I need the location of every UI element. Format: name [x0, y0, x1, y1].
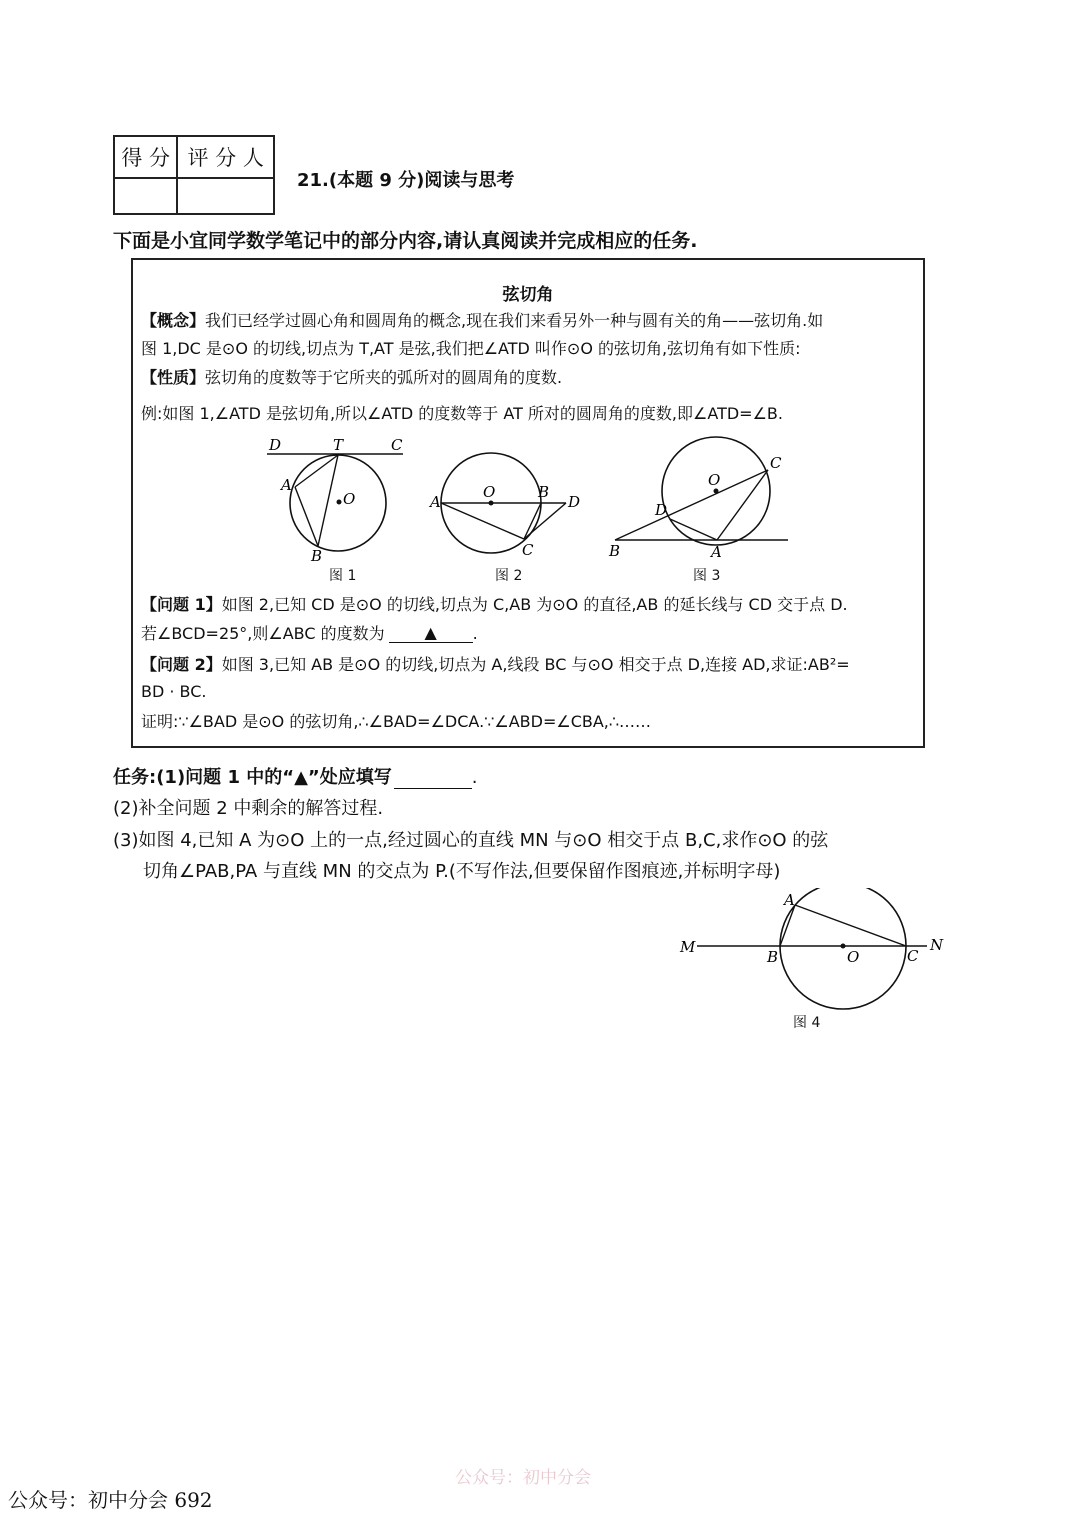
task-1-text: 任务:(1)问题 1 中的“▲”处应填写: [113, 767, 392, 788]
fig1-label-c: C: [391, 436, 403, 454]
fig1-label-b: B: [311, 547, 323, 565]
problem2-line-2: BD · BC.: [141, 682, 207, 701]
fig1-label-d: D: [269, 436, 282, 454]
problem1-text-1: 如图 2,已知 CD 是⊙O 的切线,切点为 C,AB 为⊙O 的直径,AB 的延长线与 CD 交于点 D.: [221, 595, 848, 614]
task-2: (2)补全问题 2 中剩余的解答过程.: [113, 798, 384, 819]
proof-line: 证明:∵∠BAD 是⊙O 的弦切角,∴∠BAD=∠DCA.∵∠ABD=∠CBA,∴……: [141, 712, 652, 731]
concept-tag: 【概念】: [141, 311, 206, 330]
score-cell[interactable]: [114, 178, 177, 214]
note-title: 弦切角: [502, 285, 554, 305]
fig3-label-b: B: [609, 542, 621, 560]
fig4-label-b: B: [767, 948, 779, 966]
example-line: 例:如图 1,∠ATD 是弦切角,所以∠ATD 的度数等于 AT 所对的圆周角的度数,即∠ATD=∠B.: [141, 404, 783, 423]
fig4-label-c: C: [907, 947, 919, 965]
problem1-text-2: 若∠BCD=25°,则∠ABC 的度数为: [141, 624, 385, 643]
intro-text: 下面是小宜同学数学笔记中的部分内容,请认真阅读并完成相应的任务.: [113, 230, 698, 252]
figure-4: [675, 888, 955, 1013]
fig3-label-d: D: [655, 501, 668, 519]
task-1-blank[interactable]: [394, 768, 472, 789]
fig3-caption: 图 3: [693, 568, 721, 584]
fig2-label-b: B: [538, 483, 550, 501]
concept-line-2: 图 1,DC 是⊙O 的切线,切点为 T,AT 是弦,我们把∠ATD 叫作⊙O 的弦切角,弦切角有如下性质:: [141, 339, 801, 358]
fig1-label-a: A: [281, 476, 292, 494]
problem2-text-1: 如图 3,已知 AB 是⊙O 的切线,切点为 A,线段 BC 与⊙O 相交于点 D,连接 AD,求证:AB²=: [221, 655, 850, 674]
grader-header: 评 分 人: [177, 136, 274, 178]
fig1-caption: 图 1: [329, 568, 357, 584]
score-header: 得 分: [114, 136, 177, 178]
task-3-line-1: (3)如图 4,已知 A 为⊙O 上的一点,经过圆心的直线 MN 与⊙O 相交于点 B,C,求作⊙O 的弦: [113, 830, 829, 851]
fig4-label-o: O: [847, 948, 860, 966]
footer-text: 公众号：初中分会 692: [8, 1488, 213, 1512]
property-text: 弦切角的度数等于它所夹的弧所对的圆周角的度数.: [205, 368, 563, 387]
fig3-label-o: O: [708, 471, 721, 489]
task-3-line-2: 切角∠PAB,PA 与直线 MN 的交点为 P.(不写作法,但要保留作图痕迹,并标明字母): [143, 861, 781, 882]
fig2-label-c: C: [522, 541, 534, 559]
problem1-blank[interactable]: ▲: [389, 624, 473, 643]
fig2-caption: 图 2: [495, 568, 523, 584]
fig1-label-t: T: [333, 436, 344, 454]
note-box: [131, 258, 925, 748]
problem2-line-1: [141, 656, 850, 674]
problem2-tag: 【问题 2】: [141, 655, 222, 674]
fig4-caption: 图 4: [793, 1015, 821, 1031]
fig1-label-o: O: [343, 490, 356, 508]
problem1-line-1: [141, 596, 848, 614]
task-1: 任务:(1)问题 1 中的“▲”处应填写 .: [113, 767, 478, 788]
watermark: 公众号：初中分会: [455, 1468, 591, 1488]
concept-line-1: [141, 312, 823, 330]
fig3-label-a: A: [711, 543, 722, 561]
fig2-label-a: A: [430, 493, 441, 511]
property-line: [141, 369, 562, 387]
fig2-label-o: O: [483, 483, 496, 501]
grader-cell[interactable]: [177, 178, 274, 214]
problem1-line-2: 若∠BCD=25°,则∠ABC 的度数为 ▲ .: [141, 623, 478, 643]
figure-3: [603, 435, 803, 565]
figure-1: [253, 435, 413, 575]
property-tag: 【性质】: [141, 368, 206, 387]
concept-text-1: 我们已经学过圆心角和圆周角的概念,现在我们来看另外一种与圆有关的角——弦切角.如: [205, 311, 824, 330]
fig4-label-m: M: [680, 938, 696, 956]
problem1-tag: 【问题 1】: [141, 595, 222, 614]
score-table: [113, 135, 275, 215]
fig4-label-a: A: [784, 891, 795, 909]
question-title: 21.(本题 9 分)阅读与思考: [297, 170, 515, 191]
fig2-label-d: D: [568, 493, 581, 511]
figure-2: [428, 445, 598, 565]
fig4-label-n: N: [930, 936, 944, 954]
fig3-label-c: C: [770, 454, 782, 472]
